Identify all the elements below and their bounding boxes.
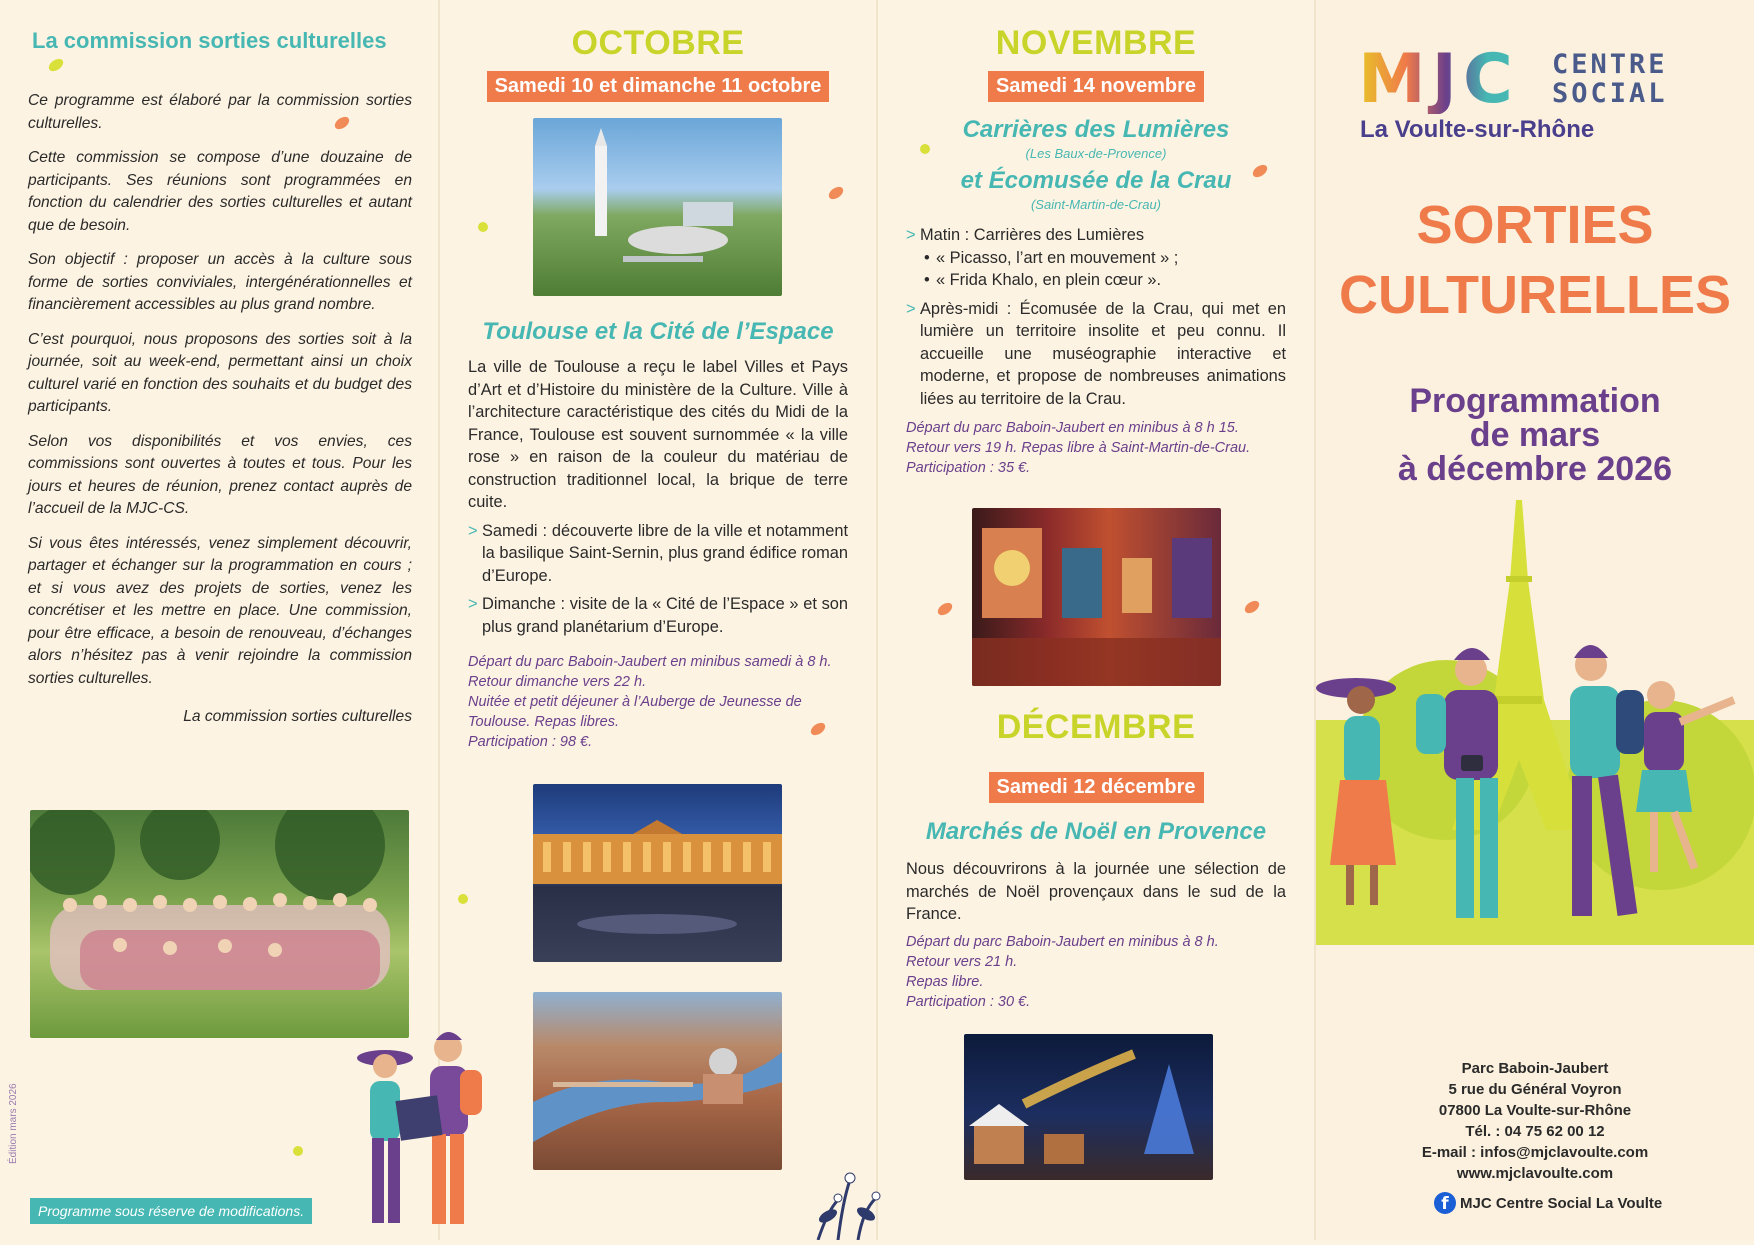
- event-intro: La ville de Toulouse a reçu le label Villes et Pays d’Art et d’Histoire du ministère de la Culture. Ville à l’architecture caractéristique des cités du Midi de la France, Toulouse est souvent surnommée « la ville rose » en raison de la couleur du matériau de construction traditionnel local, la brique de terre cuite.: [468, 358, 848, 511]
- event-title: Toulouse et la Cité de l’Espace: [482, 318, 834, 345]
- info-line: Participation : 30 €.: [906, 994, 1031, 1010]
- program-line: à décembre 2026: [1397, 450, 1673, 488]
- address-line: 07800 La Voulte-sur-Rhône: [1438, 1102, 1632, 1119]
- christmas-market-photo: [964, 1034, 1213, 1180]
- capitole-photo: [533, 784, 782, 962]
- address-line: Parc Baboin-Jaubert: [1461, 1060, 1609, 1077]
- info-line: Départ du parc Baboin-Jaubert en minibus à 8 h.: [906, 934, 1219, 950]
- disclaimer-badge: Programme sous réserve de modifications.: [30, 1198, 312, 1224]
- month-heading: NOVEMBRE: [995, 24, 1197, 62]
- date-banner-wrap: [906, 772, 1286, 803]
- event-location: (Les Baux-de-Provence): [1025, 146, 1167, 161]
- info-line: Départ du parc Baboin-Jaubert en minibus à 8 h 15.: [906, 420, 1239, 436]
- facebook-icon: f: [1434, 1192, 1456, 1214]
- logo-line: SOCIAL: [1552, 78, 1668, 109]
- event-title: Carrières des Lumières: [962, 116, 1230, 143]
- info-line: Participation : 35 €.: [906, 460, 1031, 476]
- logo-centre-social: [1552, 50, 1668, 108]
- phone-number: Tél. : 04 75 62 00 12: [1465, 1123, 1605, 1140]
- paragraph: Son objectif : proposer un accès à la culture sous forme de sorties conviviales, intergénérationnelles et financièrement accessibles au plus grand nombre.: [28, 251, 412, 313]
- space-city-photo: [533, 118, 782, 296]
- logo-line: CENTRE: [1552, 49, 1668, 80]
- website-link[interactable]: www.mjclavoulte.com: [1456, 1165, 1614, 1182]
- program-line: de mars: [1469, 416, 1601, 454]
- email-address[interactable]: E-mail : infos@mjclavoulte.com: [1421, 1144, 1649, 1161]
- edition-note: Édition mars 2026: [8, 1083, 19, 1164]
- town-name: La Voulte-sur-Rhône: [1360, 116, 1595, 143]
- event-bullet: > Samedi : découverte libre de la ville et notamment la basilique Saint-Sernin, plus grand édifice roman d’Europe.: [468, 520, 848, 588]
- tourists-eiffel-illustration: [1316, 500, 1754, 940]
- address-line: 5 rue du Général Voyron: [1448, 1081, 1622, 1098]
- event-info: [906, 932, 1286, 1012]
- paragraph: Ce programme est élaboré par la commission sorties culturelles.: [28, 92, 412, 132]
- event-title: et Écomusée de la Crau: [960, 167, 1232, 194]
- commission-heading: La commission sorties culturelles: [32, 28, 387, 53]
- group-photo: [30, 810, 409, 1038]
- facebook-link[interactable]: [1434, 1192, 1662, 1214]
- paragraph: Selon vos disponibilités et vos envies, ces commissions sont ouvertes à toutes et tous. Pour les jours et heures de réunion, prenez contact auprès de l’accueil de la MJC-CS.: [28, 432, 412, 517]
- month-heading: DÉCEMBRE: [996, 708, 1196, 746]
- event-bullet: > Après-midi : Écomusée de la Crau, qui met en lumière un territoire insolite et peu connu. Il accueille une muséographie interactive et moderne, et propose de nombreuses animations liées au territoire de la Crau.: [906, 298, 1286, 411]
- facebook-label: MJC Centre Social La Voulte: [1460, 1194, 1663, 1212]
- info-line: Retour vers 21 h.: [906, 954, 1018, 970]
- event-intro: Nous découvrirons à la journée une sélection de marchés de Noël provençaux dans le sud de la France.: [906, 860, 1286, 923]
- info-line: Participation : 98 €.: [468, 734, 593, 750]
- carrieres-photo: [972, 508, 1221, 686]
- contact-address: [1316, 1058, 1754, 1184]
- title-line: CULTURELLES: [1339, 265, 1731, 325]
- title-line: SORTIES: [1416, 195, 1654, 255]
- program-period: [1316, 384, 1754, 486]
- date-banner: Samedi 14 novembre: [988, 71, 1204, 102]
- program-line: Programmation: [1409, 382, 1661, 420]
- flowers-illustration: [808, 1160, 888, 1240]
- paragraph: C’est pourquoi, nous proposons des sorties soit à la journée, soit au week-end, permettant ainsi un choix culturel varié en fonction des souhaits et du budget des participants.: [28, 330, 412, 415]
- info-line: Retour vers 19 h. Repas libre à Saint-Martin-de-Crau.: [906, 440, 1251, 456]
- info-line: Nuitée et petit déjeuner à l’Auberge de Jeunesse de Toulouse. Repas libres.: [468, 694, 802, 730]
- logo-mjc: MJC: [1358, 40, 1519, 119]
- event-sub-item: • « Frida Khalo, en plein cœur ».: [906, 269, 1286, 292]
- event-info: [906, 418, 1286, 478]
- paragraph: Cette commission se compose d’une douzaine de participants. Ses réunions sont programmées en fonction du calendrier des sorties culturelles et autant que de besoin.: [28, 149, 412, 234]
- cover-title: [1316, 190, 1754, 330]
- paragraph: Si vous êtes intéressés, venez simplement découvrir, partager et échanger sur la programmation en cours ; et si vous avez des projets de sorties, venez les concrétiser et les mettre en place. Une commission, pour être efficace, a besoin de renouveau, d’échanges alors n’hésitez pas à venir rejoindre la commission sorties culturelles.: [28, 534, 412, 687]
- date-banner: Samedi 10 et dimanche 11 octobre: [487, 71, 830, 102]
- event-title: Marchés de Noël en Provence: [925, 818, 1267, 845]
- info-line: Repas libre.: [906, 974, 984, 990]
- event-sub-item: • « Picasso, l’art en mouvement » ;: [906, 247, 1286, 270]
- event-bullet: > Matin : Carrières des Lumières: [906, 224, 1286, 247]
- date-banner: Samedi 12 décembre: [989, 772, 1204, 803]
- info-line: Départ du parc Baboin-Jaubert en minibus samedi à 8 h. Retour dimanche vers 22 h.: [468, 654, 832, 690]
- signature: La commission sorties culturelles: [183, 708, 412, 725]
- event-bullet: > Dimanche : visite de la « Cité de l’Espace » et son plus grand planétarium d’Europe.: [468, 593, 848, 638]
- cover-panel: [1316, 0, 1754, 1240]
- toulouse-aerial-photo: [533, 992, 782, 1170]
- month-heading: OCTOBRE: [571, 24, 745, 62]
- event-info: [468, 652, 848, 752]
- event-location: (Saint-Martin-de-Crau): [1030, 197, 1162, 212]
